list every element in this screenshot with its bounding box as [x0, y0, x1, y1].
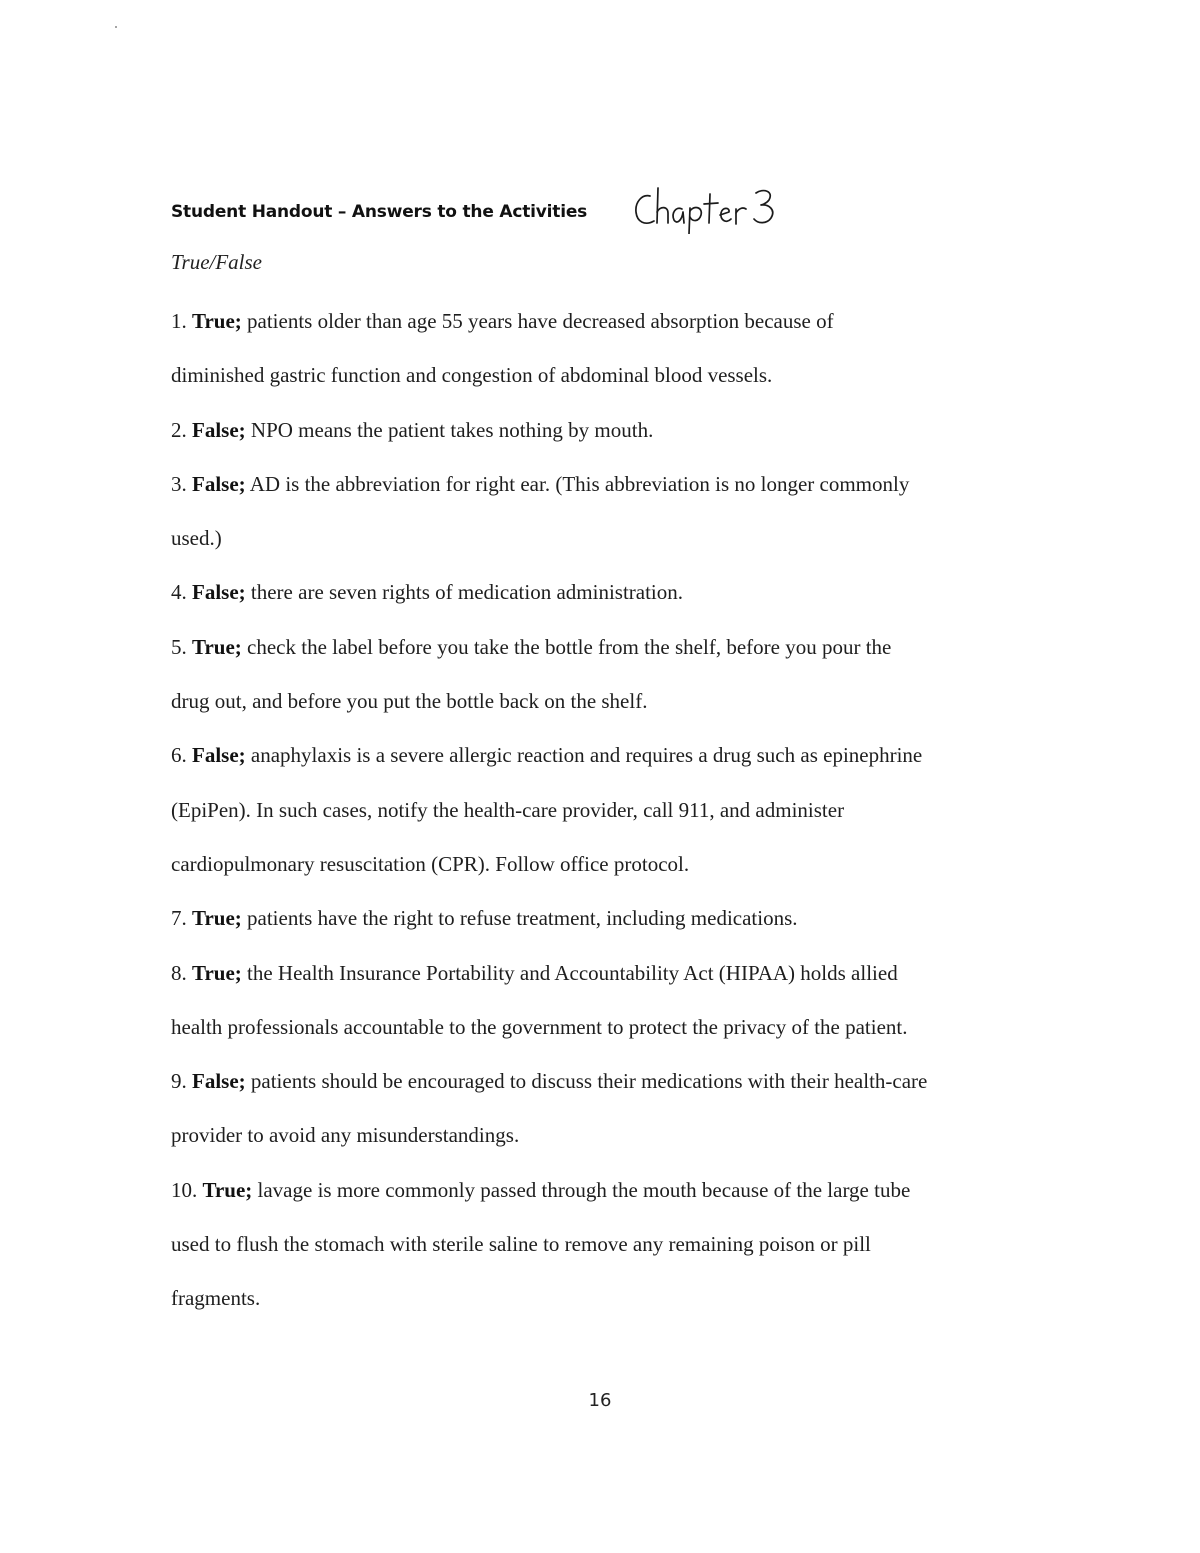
answer-number: 9.	[171, 1069, 192, 1094]
answer-number: 3.	[171, 471, 192, 496]
answer-verdict: True;	[192, 960, 242, 985]
answer-verdict: True;	[192, 634, 242, 659]
answer-verdict: False;	[192, 417, 246, 442]
answer-text: cardiopulmonary resuscitation (CPR). Follow office protocol.	[171, 851, 690, 876]
page-number: 16	[588, 1390, 612, 1411]
answer-text: fragments.	[171, 1286, 261, 1311]
answer-text: used.)	[171, 526, 222, 551]
answer-item	[171, 895, 1031, 949]
answer-verdict: True;	[202, 1177, 253, 1202]
answer-number: 6.	[171, 743, 192, 768]
section-subtitle: True/False	[171, 250, 263, 274]
answer-text: patients should be encouraged to discuss their medications with their health-care	[245, 1069, 928, 1094]
answer-item	[171, 950, 1031, 1004]
answer-item-continuation	[171, 1112, 1031, 1166]
answer-verdict: False;	[192, 1069, 246, 1094]
answer-item	[171, 407, 1031, 461]
answer-text: AD is the abbreviation for right ear. (This abbreviation is no longer commonly	[245, 471, 910, 496]
answer-text: health professionals accountable to the government to protect the privacy of the patient.	[171, 1014, 908, 1039]
answer-text: provider to avoid any misunderstandings.	[171, 1123, 520, 1148]
answer-number: 1.	[171, 309, 192, 333]
answer-text: used to flush the stomach with sterile saline to remove any remaining poison or pill	[171, 1232, 871, 1257]
answer-number: 8.	[171, 960, 192, 985]
answer-text: the Health Insurance Portability and Accountability Act (HIPAA) holds allied	[241, 960, 898, 985]
answer-item	[171, 732, 1031, 786]
answer-verdict: True;	[192, 906, 242, 931]
answer-item	[171, 1167, 1031, 1221]
answer-item-continuation	[171, 678, 1031, 732]
scan-speck	[115, 26, 117, 28]
answer-item	[171, 461, 1031, 515]
answer-text: check the label before you take the bottle from the shelf, before you pour the	[241, 634, 892, 659]
answer-number: 10.	[171, 1177, 203, 1202]
answer-item	[171, 624, 1031, 678]
answer-text: NPO means the patient takes nothing by mouth.	[245, 417, 654, 442]
answer-item-continuation	[171, 1221, 1031, 1275]
answer-text: (EpiPen). In such cases, notify the health-care provider, call 911, and administer	[171, 797, 845, 822]
answer-item	[171, 1058, 1031, 1112]
answer-text: lavage is more commonly passed through the mouth because of the large tube	[252, 1177, 911, 1202]
answer-item-continuation	[171, 1004, 1031, 1058]
answer-number: 5.	[171, 634, 192, 659]
answer-text: drug out, and before you put the bottle back on the shelf.	[171, 689, 648, 714]
answer-item-continuation	[171, 515, 1031, 569]
answer-text: patients older than age 55 years have decreased absorption because of	[241, 309, 834, 333]
answer-number: 2.	[171, 417, 192, 442]
answer-verdict: False;	[192, 743, 246, 768]
answer-text: patients have the right to refuse treatment, including medications.	[241, 906, 798, 931]
answer-list	[171, 298, 1031, 1330]
answer-item-continuation	[171, 841, 1031, 895]
answer-text: there are seven rights of medication administration.	[245, 580, 684, 605]
answer-verdict: False;	[192, 580, 246, 605]
answer-number: 7.	[171, 906, 192, 931]
handwritten-chapter-note	[632, 182, 782, 234]
answer-text: anaphylaxis is a severe allergic reaction and requires a drug such as epinephrine	[245, 743, 923, 768]
answer-item	[171, 569, 1031, 623]
answer-item-continuation	[171, 787, 1031, 841]
page-title: Student Handout – Answers to the Activities	[171, 202, 588, 222]
answer-verdict: True;	[192, 309, 242, 333]
answer-verdict: False;	[192, 471, 246, 496]
answer-item	[171, 298, 1031, 352]
answer-number: 4.	[171, 580, 192, 605]
answer-item-continuation	[171, 1275, 1031, 1329]
heading-row	[171, 178, 1071, 238]
answer-text: diminished gastric function and congestion of abdominal blood vessels.	[171, 363, 773, 388]
answer-item-continuation	[171, 352, 1031, 406]
